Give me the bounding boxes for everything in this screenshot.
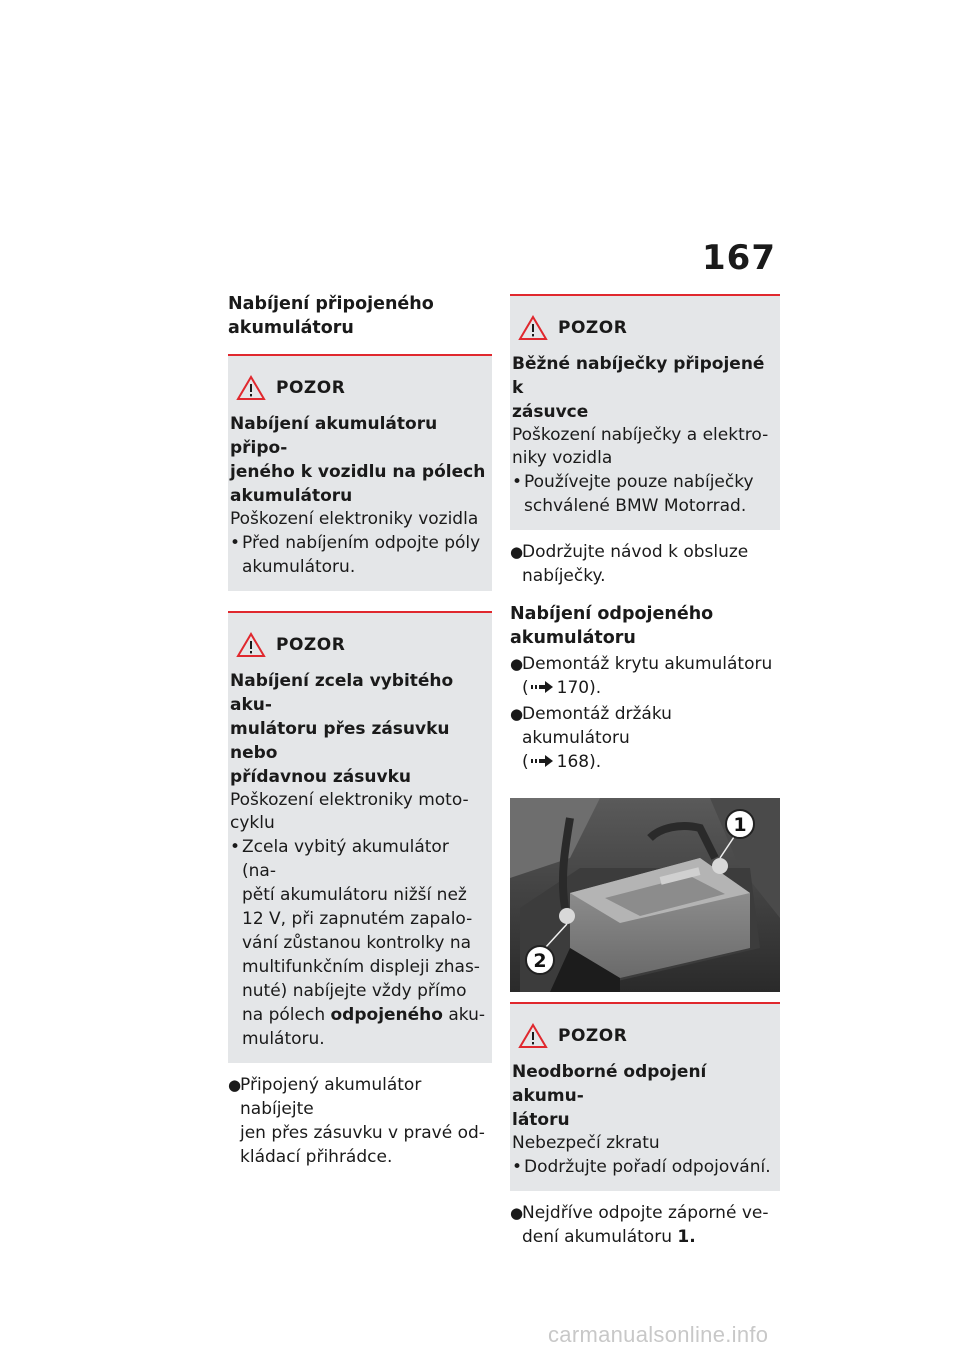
warning-box xyxy=(510,1002,780,1191)
section-heading-connected: Nabíjení připojeného akumulátoru xyxy=(228,294,434,338)
instruction-bullet: ● Dodržujte návod k obsluze nabíječky. xyxy=(510,542,749,586)
page-reference-link[interactable]: 168). xyxy=(556,752,602,772)
warning-label: POZOR xyxy=(276,378,346,398)
watermark: carmanualsonline.info xyxy=(548,1322,769,1347)
page-reference-link[interactable]: 170). xyxy=(556,678,602,698)
right-column xyxy=(510,294,780,1249)
instruction-bullet: ● Demontáž krytu akumulátoru ( 170). xyxy=(510,654,773,698)
page-reference-arrow-icon xyxy=(531,681,553,693)
left-column xyxy=(228,292,492,1169)
warning-triangle-icon xyxy=(236,375,266,401)
battery-photo xyxy=(510,798,780,992)
battery-illustration xyxy=(510,798,780,992)
warning-title: Nabíjení zcela vybitého aku- mulátoru přes zásuvku nebo přídavnou zásuvku xyxy=(230,671,454,787)
instruction-bullet: ● Připojený akumulátor nabíjejte jen přes zásuvku v pravé od- kládací přihrádce. xyxy=(228,1075,485,1167)
warning-text: Poškození elektroniky moto- cyklu xyxy=(230,790,469,833)
callout-label-2: 2 xyxy=(533,950,547,972)
warning-box xyxy=(228,354,492,591)
warning-bullet: • Zcela vybitý akumulátor (na- pětí akumulátoru nižší než 12 V, při zapnutém zapalo- vání zůstanou kontrolky na multifunkčním displeji zhas- nuté) nabíjejte vždy přímo na pólech odpojeného aku- mulátoru. xyxy=(230,837,486,1049)
instruction-bullet: ● Demontáž držáku akumulátoru ( 168). xyxy=(510,704,672,772)
warning-title: Nabíjení akumulátoru připo- jeného k vozidlu na pólech akumulátoru xyxy=(230,414,486,506)
warning-box xyxy=(510,294,780,530)
warning-box xyxy=(228,611,492,1063)
page-number: 167 xyxy=(702,238,776,278)
warning-triangle-icon xyxy=(518,1023,548,1049)
instruction-bullet: ● Nejdříve odpojte záporné ve- dení akumulátoru 1. xyxy=(510,1203,769,1247)
warning-triangle-icon xyxy=(518,315,548,341)
warning-text: Poškození nabíječky a elektro- niky vozidla xyxy=(512,425,769,468)
warning-text: Poškození elektroniky vozidla xyxy=(230,509,479,529)
warning-title: Běžné nabíječky připojené k zásuvce xyxy=(512,354,765,422)
warning-label: POZOR xyxy=(558,318,628,338)
warning-title: Neodborné odpojení akumu- látoru xyxy=(512,1062,707,1130)
warning-label: POZOR xyxy=(558,1026,628,1046)
warning-bullet: • Používejte pouze nabíječky schválené BMW Motorrad. xyxy=(512,472,754,516)
warning-label: POZOR xyxy=(276,635,346,655)
callout-label-1: 1 xyxy=(733,814,747,836)
warning-text: Nebezpečí zkratu xyxy=(512,1133,660,1153)
section-heading-disconnected: Nabíjení odpojeného akumulátoru xyxy=(510,604,714,648)
warning-bullet: • Dodržujte pořadí odpojování. xyxy=(512,1157,771,1177)
warning-bullet: • Před nabíjením odpojte póly akumulátoru. xyxy=(230,533,481,577)
page-reference-arrow-icon xyxy=(531,755,553,767)
warning-triangle-icon xyxy=(236,632,266,658)
